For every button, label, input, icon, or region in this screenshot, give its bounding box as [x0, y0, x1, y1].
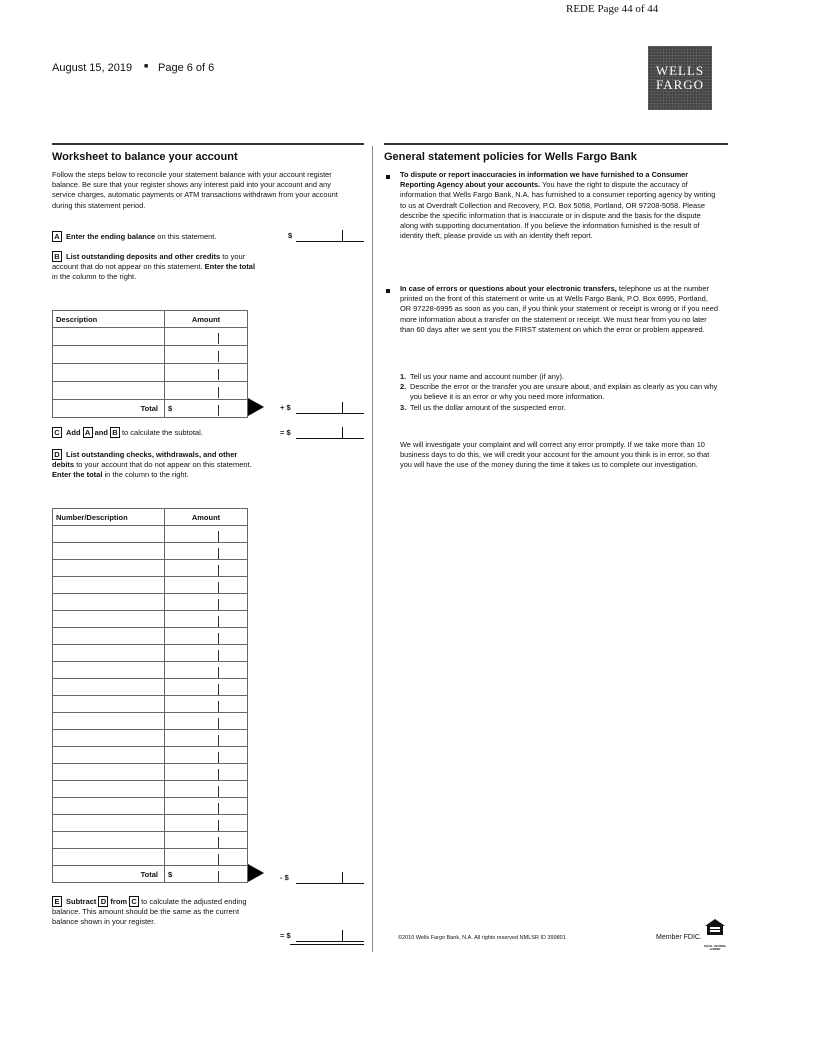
table-row[interactable]: [53, 832, 248, 849]
list-item-number: 2.: [400, 382, 407, 392]
column-divider: [372, 146, 373, 952]
policy-1-text: You have the right to dispute the accuracy of information that Wells Fargo Bank, N.A. has furnished to a consumer reporting agency by writing to us at Overdraft Collection and Recovery, P.O. Box 5058, Portland, OR 97208-5058. Please describe the specific information that is inaccurate or in dispute and the basis for the dispute along with supporting documentation. If you believe the information furnished is the result of identity theft, please provide us with an identity theft report.: [400, 180, 716, 241]
worksheet-title: Worksheet to balance your account: [52, 151, 238, 163]
policy-2-text: telephone us at the number printed on the front of this statement or write us at Wells Fargo Bank, P.O. Box 6995, Portland, OR 97228-6995 as soon as you can, if you think your statement or receipt is wrong or if you need more information about a transfer on the statement or receipt. We must hear from you no later than 60 days after we sent you the FIRST statement on which the error or problem appeared.: [400, 284, 718, 334]
debits-total-arrow-icon: [248, 864, 264, 882]
plus-dollar: + $: [280, 403, 291, 412]
table-row[interactable]: [53, 594, 248, 611]
equal-housing-lender-icon: [704, 918, 726, 951]
step-c-and: and: [94, 428, 108, 437]
step-c-rest: to calculate the subtotal.: [121, 428, 203, 437]
step-d-rest2: in the column to the right.: [104, 470, 189, 479]
logo-line-1: WELLS: [655, 63, 705, 78]
list-item: [400, 372, 718, 382]
worksheet-intro: Follow the steps below to reconcile your statement balance with your account register balance. Be sure that your register shows any interest paid into your account and any service charges, automatic payments or ATM transactions withdrawn from your account during this statement period.: [52, 170, 338, 210]
table-row[interactable]: [53, 577, 248, 594]
table-row[interactable]: [53, 815, 248, 832]
step-e-tick: [342, 930, 343, 941]
step-e-rest2: adjusted ending balance. This amount should be the same as the current balance shown in your register.: [52, 897, 247, 926]
right-top-rule: [384, 143, 728, 145]
deposits-col-description: Description: [53, 311, 165, 328]
step-d-rest1: to your account that do not appear on this statement.: [76, 460, 252, 469]
table-row[interactable]: [53, 798, 248, 815]
policy-closing: We will investigate your complaint and will correct any error promptly. If we take more than 10 business days to do this, we will credit your account for the amount you think is in error, so that you will have the use of the money during the time it takes us to complete our investigation.: [400, 440, 710, 470]
step-d-bold3: Enter the total: [52, 470, 103, 479]
table-row[interactable]: [53, 328, 248, 346]
step-a-bold: Enter the ending balance: [66, 232, 156, 241]
step-c-tick: [342, 427, 343, 438]
step-b: [52, 251, 257, 282]
table-row[interactable]: [53, 662, 248, 679]
step-a-letter: A: [52, 231, 62, 242]
table-row[interactable]: [53, 696, 248, 713]
table-row[interactable]: [53, 730, 248, 747]
step-e-box-c: C: [129, 896, 139, 907]
policy-1: [400, 170, 718, 241]
step-c-add: Add: [66, 428, 81, 437]
list-item: [400, 382, 718, 402]
step-b-rest1: to your account that do not appear on this statement.: [52, 252, 246, 271]
table-row[interactable]: [53, 747, 248, 764]
deposits-table: [52, 310, 248, 418]
plus-tick: [342, 402, 343, 413]
step-e-letter: E: [52, 896, 62, 907]
step-d-bold2: other debits: [52, 450, 238, 469]
step-e-double-underline: [290, 944, 364, 945]
policy-2: [400, 284, 718, 335]
wells-fargo-logo: [648, 46, 712, 110]
rede-page-number: REDE Page 44 of 44: [566, 3, 659, 15]
step-b-bold1: List outstanding deposits and other: [66, 252, 194, 261]
policy-1-bullet-icon: [386, 175, 390, 179]
step-b-letter: B: [52, 251, 62, 262]
step-d: [52, 449, 260, 480]
step-d-bold1: List outstanding checks, withdrawals, and: [66, 450, 217, 459]
step-a-dollar: $: [288, 231, 293, 240]
step-c: [52, 427, 203, 438]
step-c-eq-dollar: = $: [280, 428, 291, 437]
step-a-tick: [342, 230, 343, 241]
table-row[interactable]: [53, 679, 248, 696]
table-row[interactable]: [53, 364, 248, 382]
table-row[interactable]: [53, 560, 248, 577]
step-e-rest1: to calculate the: [141, 897, 192, 906]
policies-title: General statement policies for Wells Fargo Bank: [384, 151, 637, 163]
table-row[interactable]: [53, 382, 248, 400]
table-row[interactable]: [53, 781, 248, 798]
policy-2-bullet-icon: [386, 289, 390, 293]
step-c-box-a: A: [83, 427, 93, 438]
table-row[interactable]: [53, 346, 248, 364]
table-row[interactable]: [53, 764, 248, 781]
left-top-rule: [52, 143, 364, 145]
deposits-total-row: [53, 400, 248, 418]
copyright-notice: ©2010 Wells Fargo Bank, N.A. All rights reserved NMLSR ID 399801: [398, 935, 566, 941]
step-e-eq-dollar: = $: [280, 931, 291, 940]
step-e-from: from: [110, 897, 128, 906]
table-row[interactable]: [53, 645, 248, 662]
deposits-total-dollar[interactable]: $: [165, 400, 248, 418]
table-row[interactable]: [53, 628, 248, 645]
debits-total-row: [53, 866, 248, 883]
list-item-text: Tell us your name and account number (if any).: [410, 372, 565, 381]
statement-date: August 15, 2019: [52, 62, 133, 74]
page-indicator: Page 6 of 6: [158, 62, 215, 74]
deposits-total-arrow-icon: [248, 398, 264, 416]
deposits-table-header: [53, 311, 248, 328]
policy-list: [400, 372, 718, 413]
step-a: [52, 231, 216, 242]
equal-housing-lender-text: EQUAL HOUSING LENDER: [704, 945, 726, 951]
deposits-col-amount: Amount: [165, 311, 248, 328]
step-b-rest2: in the column to the right.: [52, 272, 137, 281]
member-fdic: Member FDIC.: [656, 934, 702, 941]
debits-table-header: [53, 509, 248, 526]
step-c-entry-line[interactable]: [296, 427, 364, 439]
table-row[interactable]: [53, 713, 248, 730]
list-item: [400, 403, 718, 413]
step-c-letter: C: [52, 427, 62, 438]
step-b-bold2: credits: [195, 252, 221, 261]
list-item-text: Describe the error or the transfer you are unsure about, and explain as clearly as you can why you believe it is an error or why you need more information.: [410, 382, 718, 402]
step-e: [52, 896, 262, 927]
step-e-subtract: Subtract: [66, 897, 97, 906]
logo-line-2: FARGO: [655, 77, 705, 92]
deposits-total-label: Total: [53, 400, 165, 418]
list-item-number: 3.: [400, 402, 407, 412]
debits-table: [52, 508, 248, 883]
plus-entry-line[interactable]: [296, 402, 364, 414]
step-e-entry-line[interactable]: [296, 930, 364, 942]
debits-col-amount: Amount: [165, 509, 248, 526]
step-b-bold3: Enter the total: [204, 262, 256, 271]
policy-2-bold: In case of errors or questions about your electronic transfers,: [400, 284, 617, 293]
minus-tick: [342, 872, 343, 883]
list-item-text: Tell us the dollar amount of the suspected error.: [410, 402, 566, 412]
policy-1-bold: To dispute or report inaccuracies in information we have furnished to a Consumer Reporting Agency about your accounts.: [400, 170, 689, 190]
debits-total-label: Total: [53, 866, 165, 883]
step-e-box-d: D: [98, 896, 108, 907]
list-item-number: 1.: [400, 372, 407, 381]
debits-col-number-description: Number/Description: [53, 509, 165, 526]
table-row[interactable]: [53, 611, 248, 628]
table-row[interactable]: [53, 849, 248, 866]
step-a-rest: on this statement.: [157, 232, 217, 241]
minus-entry-line[interactable]: [296, 872, 364, 884]
table-row[interactable]: [53, 543, 248, 560]
step-c-box-b: B: [110, 427, 120, 438]
debits-total-dollar[interactable]: $: [165, 866, 248, 883]
step-a-entry-line[interactable]: [296, 230, 364, 242]
minus-dollar: - $: [280, 873, 289, 882]
table-row[interactable]: [53, 526, 248, 543]
header-bullet: ■: [144, 63, 149, 70]
step-d-letter: D: [52, 449, 62, 460]
